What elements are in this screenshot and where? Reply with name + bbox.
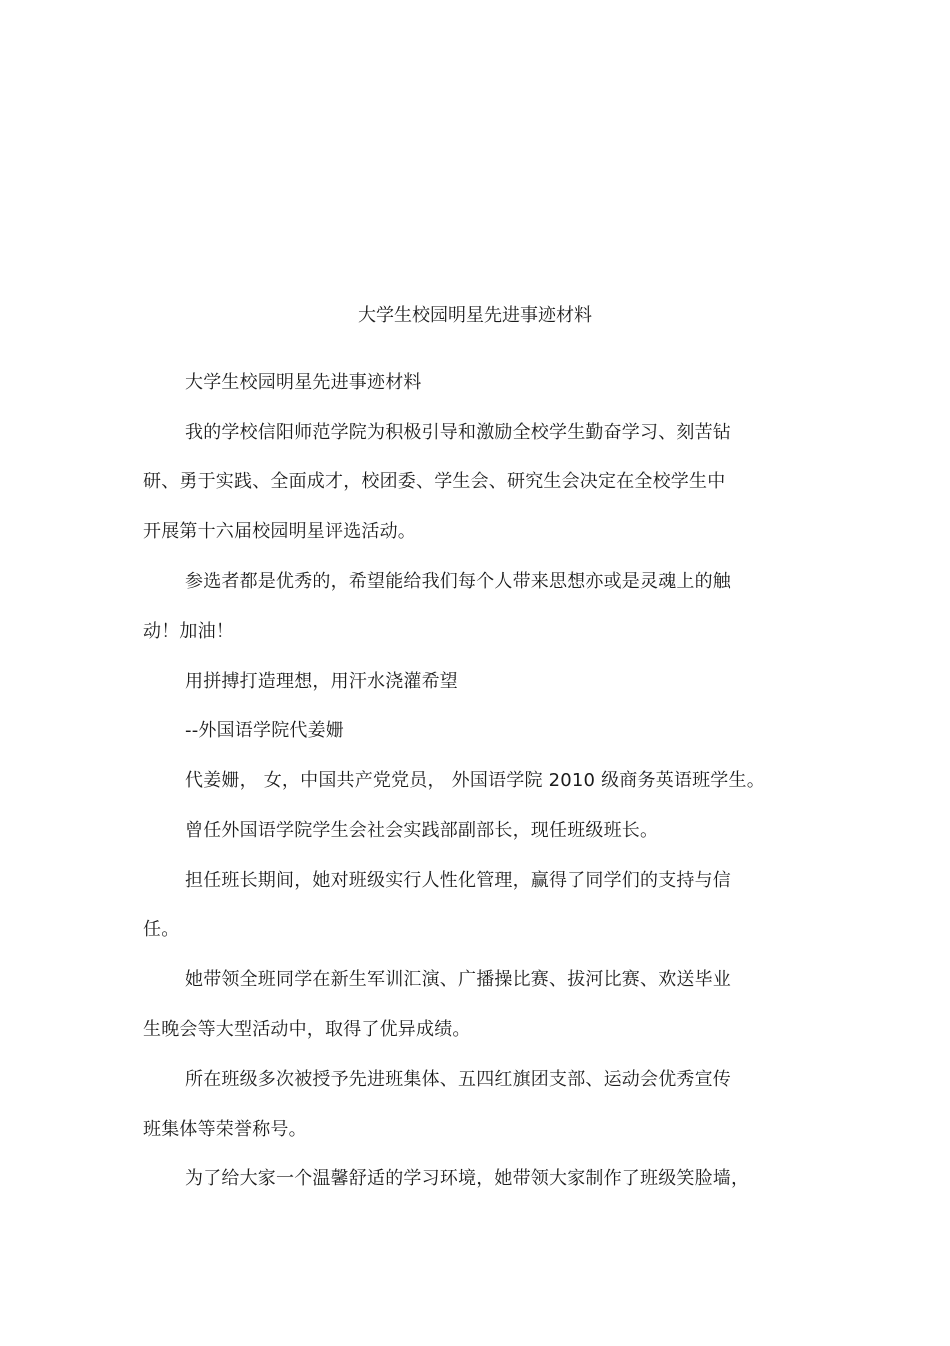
- paragraph-line: 大学生校园明星先进事迹材料: [185, 372, 422, 393]
- paragraph-line: 参选者都是优秀的，希望能给我们每个人带来思想亦或是灵魂上的触: [185, 571, 731, 592]
- paragraph-line: 曾任外国语学院学生会社会实践部副部长，现任班级班长。: [185, 820, 659, 841]
- paragraph-line: 研、勇于实践、全面成才，校团委、学生会、研究生会决定在全校学生中: [143, 471, 726, 492]
- paragraph-line: 所在班级多次被授予先进班集体、五四红旗团支部、运动会优秀宣传: [185, 1069, 731, 1090]
- paragraph-line: 生晚会等大型活动中，取得了优异成绩。: [143, 1019, 471, 1040]
- paragraph-line: 担任班长期间，她对班级实行人性化管理，赢得了同学们的支持与信: [185, 870, 731, 891]
- paragraph-line: 开展第十六届校园明星评选活动。: [143, 521, 416, 542]
- paragraph-line: 用拼搏打造理想，用汗水浇灌希望: [185, 671, 458, 692]
- paragraph-line: 任。: [143, 919, 180, 940]
- paragraph-line: 我的学校信阳师范学院为积极引导和激励全校学生勤奋学习、刻苦钻: [185, 422, 731, 443]
- paragraph-line: 班集体等荣誉称号。: [143, 1119, 307, 1140]
- paragraph-line: 她带领全班同学在新生军训汇演、广播操比赛、拔河比赛、欢送毕业: [185, 969, 731, 990]
- paragraph-line: 代姜姗， 女，中国共产党党员， 外国语学院 2010 级商务英语班学生。: [185, 770, 765, 791]
- document-title: 大学生校园明星先进事迹材料: [358, 305, 592, 326]
- paragraph-line: 为了给大家一个温馨舒适的学习环境，她带领大家制作了班级笑脸墙，: [185, 1168, 750, 1189]
- paragraph-line: 动！加油！: [143, 621, 234, 642]
- paragraph-line: --外国语学院代姜姗: [185, 720, 344, 741]
